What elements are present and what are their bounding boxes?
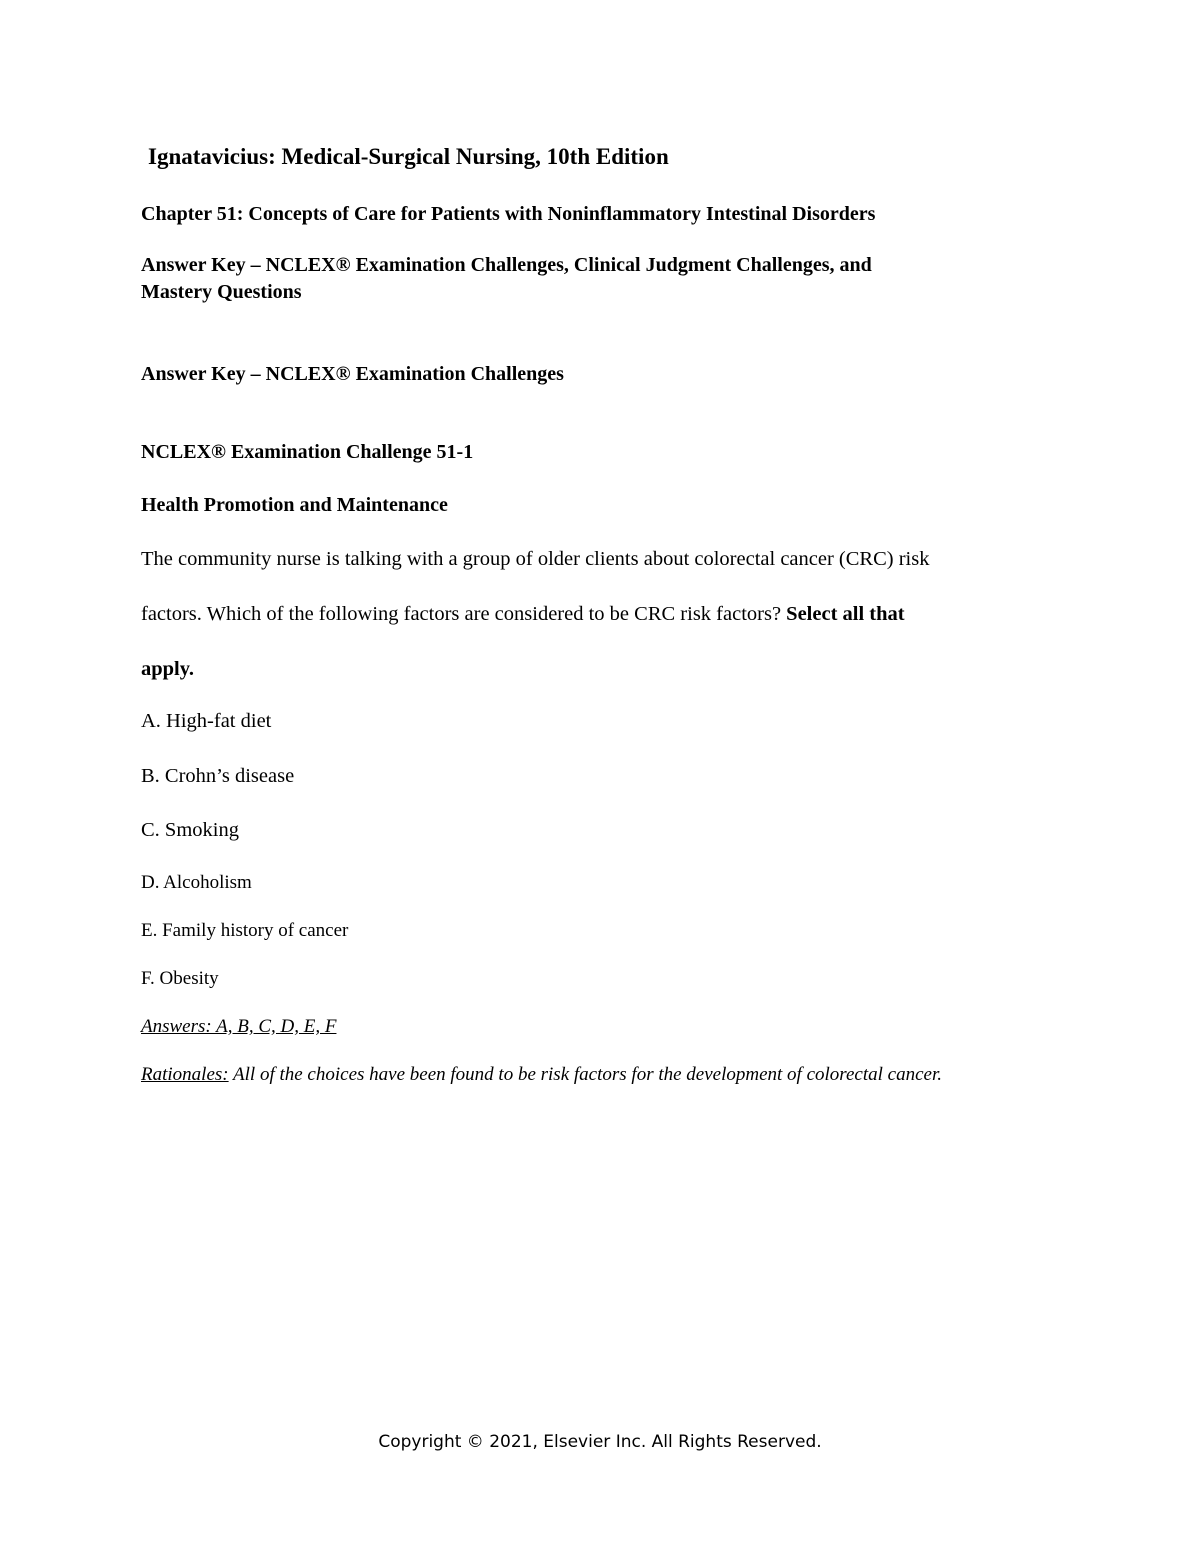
option-e: E. Family history of cancer [141, 920, 349, 941]
category-heading: Health Promotion and Maintenance [141, 494, 448, 516]
document-title: Ignatavicius: Medical-Surgical Nursing, 10th Edition [148, 144, 669, 169]
question-emphasis: Select all that [786, 603, 905, 625]
section-heading: Answer Key – NCLEX® Examination Challenges [141, 363, 564, 385]
rationales-text: All of the choices have been found to be risk factors for the development of colorectal cancer. [233, 1064, 942, 1085]
answer-key-heading-line1: Answer Key – NCLEX® Examination Challenges, Clinical Judgment Challenges, and [141, 254, 872, 276]
copyright-footer: Copyright © 2021, Elsevier Inc. All Rights Reserved. [378, 1432, 822, 1452]
rationales-line [141, 1064, 942, 1087]
question-emphasis-continued: apply. [141, 658, 194, 680]
option-f: F. Obesity [141, 968, 219, 989]
chapter-heading: Chapter 51: Concepts of Care for Patients with Noninflammatory Intestinal Disorders [141, 203, 876, 225]
challenge-title: NCLEX® Examination Challenge 51-1 [141, 441, 474, 463]
option-a: A. High-fat diet [141, 710, 272, 732]
answer-key-heading-line2: Mastery Questions [141, 281, 302, 303]
rationales-label: Rationales: [141, 1064, 229, 1085]
answers-line: Answers: A, B, C, D, E, F [141, 1016, 337, 1037]
question-line-1: The community nurse is talking with a group of older clients about colorectal cancer (CRC) risk [141, 548, 930, 570]
option-d: D. Alcoholism [141, 872, 252, 893]
option-c: C. Smoking [141, 819, 239, 841]
question-text: factors. Which of the following factors are considered to be CRC risk factors? [141, 603, 782, 625]
option-b: B. Crohn’s disease [141, 765, 295, 787]
question-line-2 [141, 602, 905, 627]
